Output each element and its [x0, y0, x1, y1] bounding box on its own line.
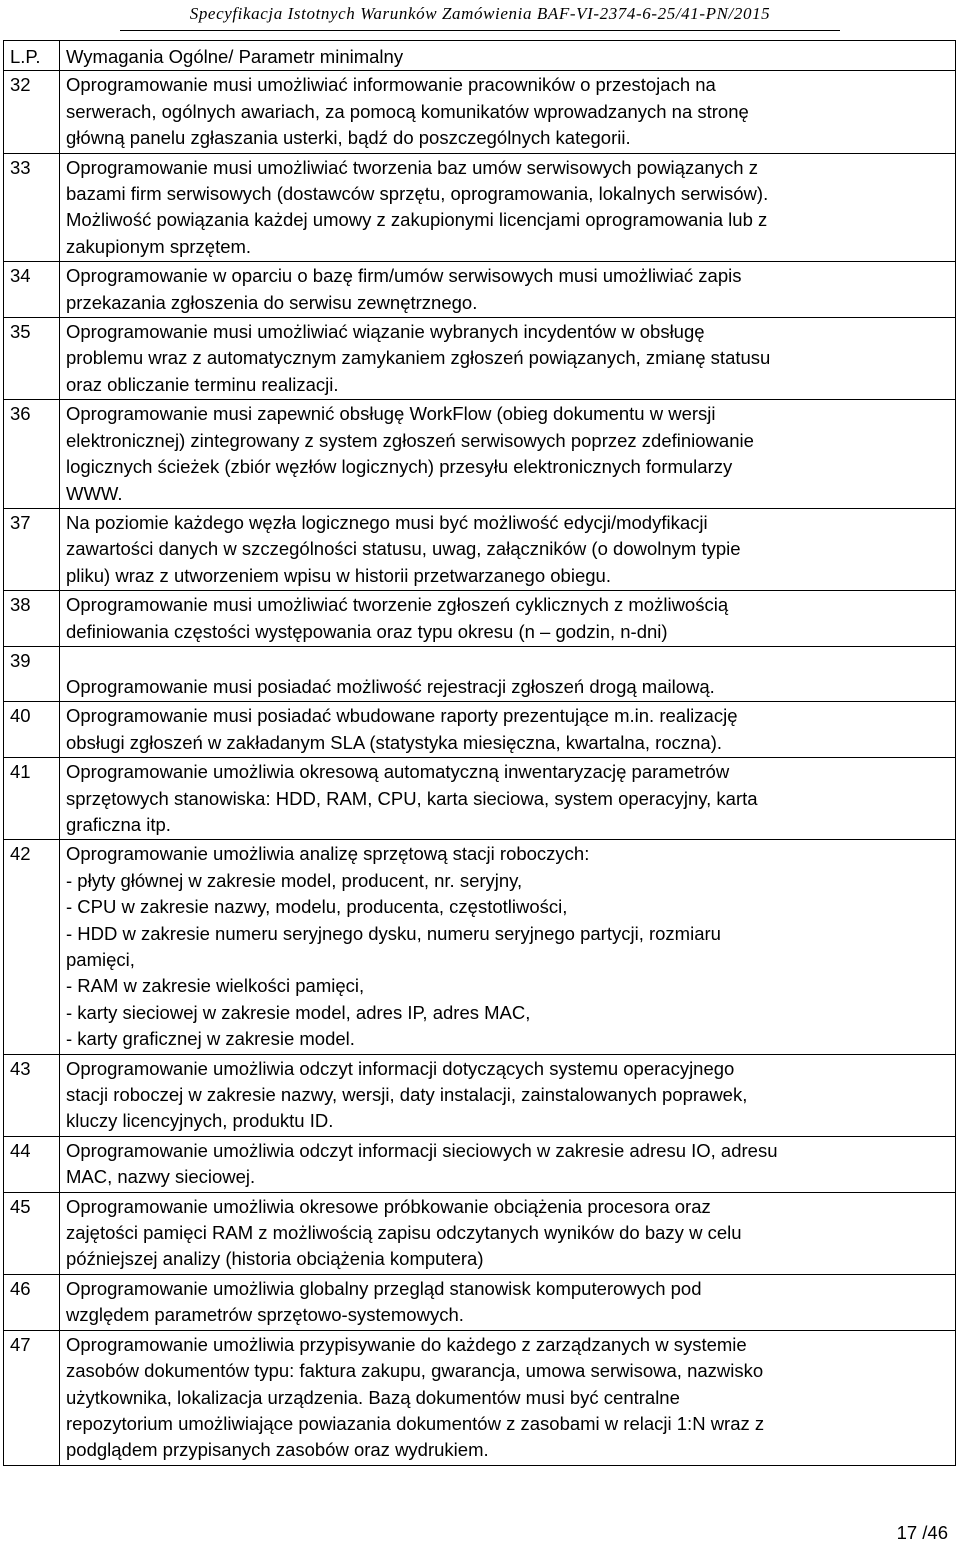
requirement-line: sprzętowych stanowiska: HDD, RAM, CPU, karta sieciowa, system operacyjny, karta	[66, 787, 758, 809]
row-number: 41	[4, 758, 60, 840]
requirement-line: oraz obliczanie terminu realizacji.	[66, 373, 339, 395]
requirement-line: zasobów dokumentów typu: faktura zakupu, gwarancja, umowa serwisowa, nazwisko	[66, 1360, 764, 1382]
requirement-line: Oprogramowanie musi posiadać możliwość rejestracji zgłoszeń drogą mailową.	[66, 675, 715, 697]
row-number: 32	[4, 71, 60, 153]
requirement-line: zajętości pamięci RAM z możliwością zapisu odczytanych wyników do bazy w celu	[66, 1222, 742, 1244]
requirement-line: zawartości danych w szczególności statusu, uwag, załączników (o dowolnym typie	[66, 538, 741, 560]
table-row	[4, 508, 956, 590]
header-title: Specyfikacja Istotnych Warunków Zamówienia BAF-VI-2374-6-25/41-PN/2015	[189, 4, 771, 23]
requirement-line: logicznych ścieżek (zbiór węzłów logicznych) przesyłu elektronicznych formularzy	[66, 456, 733, 478]
row-number: 43	[4, 1054, 60, 1136]
row-number: 33	[4, 153, 60, 262]
requirement-line: - HDD w zakresie numeru seryjnego dysku, numeru seryjnego partycji, rozmiaru	[66, 922, 721, 944]
row-number: 34	[4, 262, 60, 318]
requirement-line: względem parametrów sprzętowo-systemowych.	[66, 1304, 464, 1326]
requirement-line: - karty sieciowej w zakresie model, adres IP, adres MAC,	[66, 1001, 531, 1023]
requirement-line: WWW.	[66, 482, 123, 504]
table-row	[4, 153, 956, 262]
requirement-line: późniejszej analizy (historia obciążenia komputera)	[66, 1248, 484, 1270]
requirement-line: pamięci,	[66, 949, 135, 970]
row-requirement	[60, 71, 956, 153]
row-requirement	[60, 1136, 956, 1192]
table-row	[4, 1192, 956, 1274]
row-requirement	[60, 758, 956, 840]
row-requirement	[60, 1330, 956, 1465]
row-number: 38	[4, 591, 60, 647]
requirement-line: Oprogramowanie umożliwia okresową automatyczną inwentaryzację parametrów	[66, 761, 730, 783]
row-number: 46	[4, 1274, 60, 1330]
requirement-line: podglądem przypisanych zasobów oraz wydrukiem.	[66, 1439, 489, 1461]
row-number: 35	[4, 318, 60, 400]
requirement-line: obsługi zgłoszeń w zakładanym SLA (statystyka miesięczna, kwartalna, roczna).	[66, 731, 723, 753]
row-requirement	[60, 1274, 956, 1330]
row-requirement	[60, 400, 956, 509]
requirement-line: Oprogramowanie umożliwia odczyt informacji sieciowych w zakresie adresu IO, adresu	[66, 1139, 778, 1161]
requirement-line: główną panelu zgłaszania usterki, bądź do poszczególnych kategorii.	[66, 127, 631, 149]
requirement-line: Na poziomie każdego węzła logicznego musi być możliwość edycji/modyfikacji	[66, 511, 708, 533]
table-row	[4, 71, 956, 153]
requirement-line: serwerach, ogólnych awariach, za pomocą komunikatów wprowadzanych na stronę	[66, 100, 749, 122]
requirement-line: Oprogramowanie w oparciu o bazę firm/umów serwisowych musi umożliwiać zapis	[66, 265, 742, 287]
requirement-line: MAC, nazwy sieciowej.	[66, 1166, 256, 1188]
requirement-line: zakupionym sprzętem.	[66, 235, 252, 257]
column-header-requirements: Wymagania Ogólne/ Parametr minimalny	[60, 41, 956, 71]
table-row	[4, 400, 956, 509]
table-row	[4, 591, 956, 647]
table-row	[4, 1136, 956, 1192]
page-number: 17 /46	[896, 1522, 948, 1543]
table-row	[4, 646, 956, 701]
row-number: 45	[4, 1192, 60, 1274]
requirement-line: pliku) wraz z utworzeniem wpisu w historii przetwarzanego obiegu.	[66, 564, 611, 586]
document-header	[0, 0, 960, 36]
requirement-line: Oprogramowanie umożliwia odczyt informacji dotyczących systemu operacyjnego	[66, 1057, 735, 1079]
requirement-line: kluczy licencyjnych, produktu ID.	[66, 1110, 334, 1132]
table-row	[4, 318, 956, 400]
requirement-line: Oprogramowanie musi umożliwiać wiązanie wybranych incydentów w obsługę	[66, 321, 705, 343]
row-number: 37	[4, 508, 60, 590]
requirement-line: graficzna itp.	[66, 813, 171, 835]
table-row	[4, 1274, 956, 1330]
row-number: 36	[4, 400, 60, 509]
requirement-line: Oprogramowanie umożliwia globalny przegląd stanowisk komputerowych pod	[66, 1277, 702, 1299]
requirement-line: repozytorium umożliwiające powiazania dokumentów z zasobami w relacji 1:N wraz z	[66, 1412, 765, 1434]
row-number: 42	[4, 840, 60, 1054]
row-requirement	[60, 262, 956, 318]
requirement-line: Oprogramowanie umożliwia okresowe próbkowanie obciążenia procesora oraz	[66, 1195, 711, 1217]
requirement-line: Oprogramowanie musi umożliwiać informowanie pracowników o przestojach na	[66, 74, 716, 96]
header-rule	[120, 30, 840, 31]
requirement-line: stacji roboczej w zakresie nazwy, wersji, daty instalacji, zainstalowanych poprawek,	[66, 1084, 748, 1106]
requirement-line: - CPU w zakresie nazwy, modelu, producenta, częstotliwości,	[66, 896, 568, 918]
row-requirement	[60, 318, 956, 400]
requirement-line: Oprogramowanie musi posiadać wbudowane raporty prezentujące m.in. realizację	[66, 705, 738, 727]
requirement-line: Oprogramowanie umożliwia przypisywanie do każdego z zarządzanych w systemie	[66, 1333, 747, 1355]
requirement-line: bazami firm serwisowych (dostawców sprzętu, oprogramowania, lokalnych serwisów).	[66, 183, 769, 205]
requirement-line: Oprogramowanie musi zapewnić obsługę WorkFlow (obieg dokumentu w wersji	[66, 403, 716, 425]
requirement-line: - RAM w zakresie wielkości pamięci,	[66, 975, 365, 997]
table-header-row	[4, 41, 956, 71]
requirement-line: przekazania zgłoszenia do serwisu zewnętrznego.	[66, 291, 478, 313]
row-requirement	[60, 840, 956, 1054]
row-number: 40	[4, 702, 60, 758]
table-row	[4, 758, 956, 840]
table-row	[4, 1054, 956, 1136]
row-requirement	[60, 153, 956, 262]
table-row	[4, 1330, 956, 1465]
table-row	[4, 702, 956, 758]
table-row	[4, 262, 956, 318]
requirement-line: problemu wraz z automatycznym zamykaniem zgłoszeń powiązanych, zmianę statusu	[66, 347, 771, 369]
requirement-line: Możliwość powiązania każdej umowy z zakupionymi licencjami oprogramowania lub z	[66, 209, 768, 231]
row-requirement	[60, 646, 956, 701]
requirement-line: Oprogramowanie musi umożliwiać tworzenia baz umów serwisowych powiązanych z	[66, 156, 758, 178]
requirements-table-body	[4, 41, 956, 1466]
row-number: 47	[4, 1330, 60, 1465]
requirement-line: Oprogramowanie musi umożliwiać tworzenie zgłoszeń cyklicznych z możliwością	[66, 594, 729, 616]
row-requirement	[60, 1054, 956, 1136]
row-requirement	[60, 702, 956, 758]
column-header-lp: L.P.	[4, 41, 60, 71]
requirement-line: - płyty głównej w zakresie model, producent, nr. seryjny,	[66, 869, 523, 891]
row-requirement	[60, 1192, 956, 1274]
row-number: 44	[4, 1136, 60, 1192]
requirements-table	[3, 40, 956, 1466]
table-row	[4, 840, 956, 1054]
requirement-line: - karty graficznej w zakresie model.	[66, 1028, 355, 1050]
requirement-line: definiowania częstości występowania oraz typu okresu (n – godzin, n-dni)	[66, 620, 668, 642]
row-requirement	[60, 591, 956, 647]
requirement-line: użytkownika, lokalizacja urządzenia. Bazą dokumentów musi być centralne	[66, 1386, 680, 1408]
row-requirement	[60, 508, 956, 590]
row-number: 39	[4, 646, 60, 701]
requirement-line: elektronicznej) zintegrowany z system zgłoszeń serwisowych poprzez zdefiniowanie	[66, 429, 754, 451]
requirement-line: Oprogramowanie umożliwia analizę sprzętową stacji roboczych:	[66, 843, 590, 865]
